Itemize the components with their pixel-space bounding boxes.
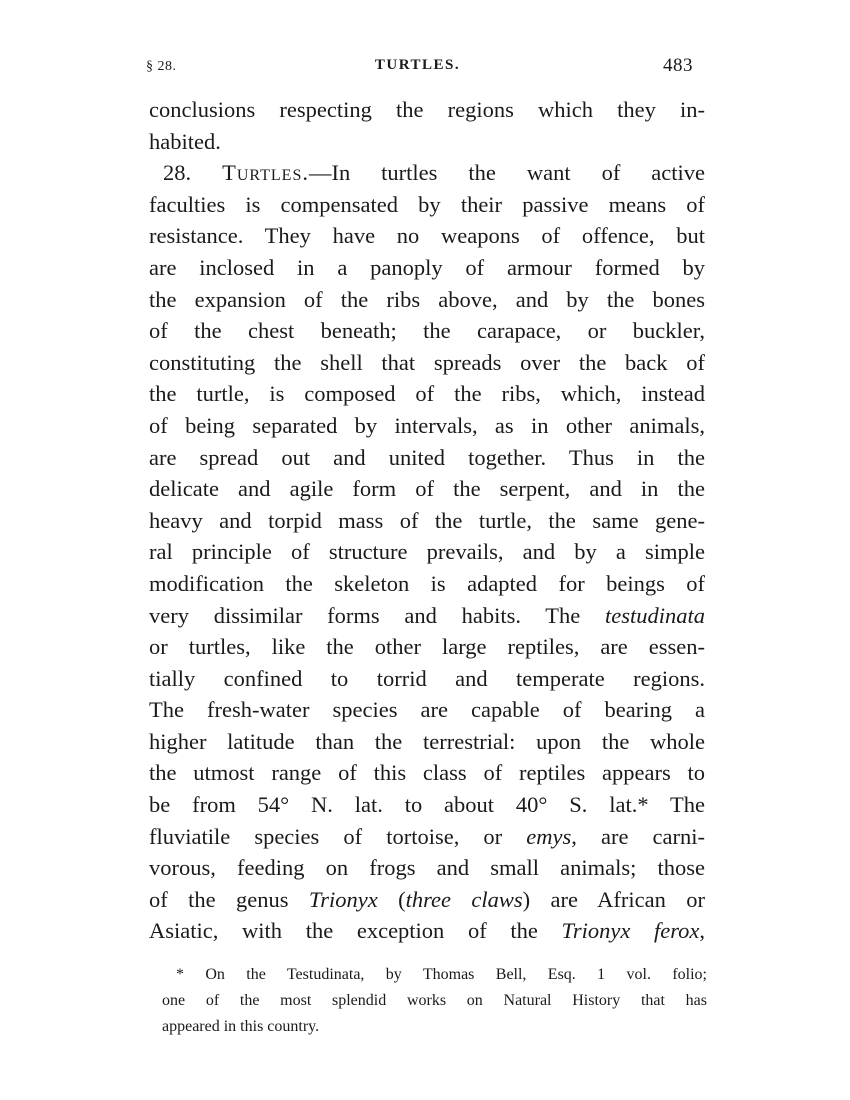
text-line-italic-emys: fluviatile species of tortoise, or emys, are carni- [149, 823, 705, 849]
section-heading-line [149, 157, 705, 189]
section-number: 28. [163, 160, 192, 186]
text-line: The fresh-water species are capable of bearing a [149, 697, 705, 723]
text-line: modification the skeleton is adapted for beings of [149, 570, 705, 596]
heading-text: —In turtles the want of active [308, 160, 705, 186]
footnote [162, 962, 707, 1040]
italic-term: three claws [405, 886, 523, 912]
text-line-italic-testudinata: very dissimilar forms and habits. The testudinata [149, 602, 705, 628]
text-line: or turtles, like the other large reptiles, are essen- [149, 634, 705, 660]
italic-term: testudinata [605, 602, 705, 628]
text-line: vorous, feeding on frogs and small animals; those [149, 855, 705, 881]
text-line: of being separated by intervals, as in other animals, [149, 412, 705, 438]
text-line: be from 54° N. lat. to about 40° S. lat.* The [149, 792, 705, 818]
text-line: delicate and agile form of the serpent, and in the [149, 476, 705, 502]
text-line: are inclosed in a panoply of armour formed by [149, 254, 705, 280]
text-line: ral principle of structure prevails, and by a simple [149, 539, 705, 565]
italic-term: Trionyx ferox [561, 918, 700, 944]
section-heading: Turtles. [222, 160, 309, 186]
footnote-line: one of the most splendid works on Natural History that has [162, 992, 707, 1009]
running-title: TURTLES. [374, 57, 461, 73]
text-line: of the chest beneath; the carapace, or buckler, [149, 318, 705, 344]
italic-term: emys [526, 823, 572, 849]
text-line: tially confined to torrid and temperate regions. [149, 665, 705, 691]
text-line: resistance. They have no weapons of offence, but [149, 223, 705, 249]
text-line: are spread out and united together. Thus in the [149, 444, 705, 470]
text-line: constituting the shell that spreads over the back of [149, 349, 705, 375]
body-text [149, 94, 705, 947]
page-number: 483 [663, 55, 693, 76]
text-line: the utmost range of this class of reptiles appears to [149, 760, 705, 786]
text-line-italic-trionyx: of the genus Trionyx (three claws) are African or [149, 886, 705, 912]
running-head [140, 55, 695, 81]
italic-term: Trionyx [308, 886, 378, 912]
section-marker: § 28. [146, 59, 177, 74]
text-line: habited. [149, 128, 221, 154]
footnote-line: appeared in this country. [162, 1018, 320, 1035]
text-line: higher latitude than the terrestrial: upon the whole [149, 728, 705, 754]
footnote-line: * On the Testudinata, by Thomas Bell, Esq. 1 vol. folio; [176, 966, 707, 983]
text-line: conclusions respecting the regions which they in- [149, 97, 705, 122]
text-line: heavy and torpid mass of the turtle, the same gene- [149, 507, 705, 533]
text-line: faculties is compensated by their passive means of [149, 191, 705, 217]
text-line-italic-trionyx-ferox: Asiatic, with the exception of the Trionyx ferox, [149, 918, 705, 944]
text-line: the turtle, is composed of the ribs, which, instead [149, 381, 705, 407]
text-line: the expansion of the ribs above, and by the bones [149, 286, 705, 312]
